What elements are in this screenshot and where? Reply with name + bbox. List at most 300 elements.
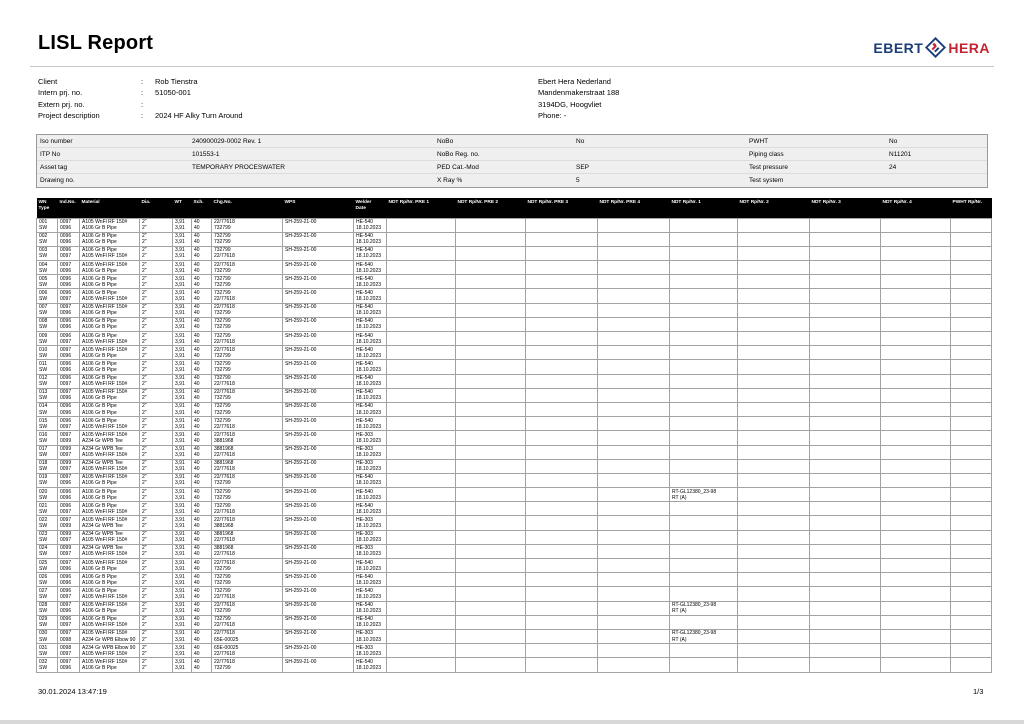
cell-line: 22/77618 [214, 219, 235, 225]
cell-pre4 [598, 275, 670, 289]
cell-pwht [951, 332, 992, 346]
cell-line [600, 367, 667, 373]
cell-ndt4 [881, 431, 951, 445]
cell-pre4 [598, 346, 670, 360]
cell-ind [58, 261, 80, 275]
cell-line: 0096 [60, 608, 72, 615]
cell-line [528, 438, 595, 444]
cell-ndt3 [810, 473, 881, 487]
cell-line: HE-540 [356, 275, 373, 282]
cell-chg [212, 615, 283, 629]
cell-line: HE-303 [356, 644, 373, 651]
cell-chg [212, 587, 283, 601]
cell-ndt2 [738, 246, 810, 260]
cell-line: HE-303 [356, 460, 373, 467]
cell-pre4 [598, 445, 670, 459]
cell-line: 732799 [214, 310, 231, 317]
cell-wps [283, 417, 354, 431]
cell-line: A105 WnFl RF 150# [82, 381, 128, 388]
cell-ind [58, 530, 80, 544]
cell-line [389, 637, 453, 643]
cell-line: 3,91 [175, 466, 185, 473]
cell-pre2 [456, 559, 526, 573]
cell-chg [212, 402, 283, 416]
cell-line [389, 466, 453, 472]
address-line: 3194DG, Hoogvliet [538, 99, 602, 109]
cell-sch [192, 658, 212, 672]
cell-pwht [951, 431, 992, 445]
cell-ndt1 [670, 246, 738, 260]
cell-line [672, 452, 735, 458]
cell-line: SW [39, 551, 48, 558]
cell-wt [173, 530, 192, 544]
cell-line: 2" [142, 523, 147, 530]
table-row [37, 275, 992, 289]
cell-line [812, 282, 878, 288]
cell-line [528, 296, 595, 302]
cell-material [80, 516, 140, 530]
cell-line: A106 Gr B Pipe [82, 616, 117, 623]
cell-dia [140, 232, 173, 246]
cell-chg [212, 431, 283, 445]
cell-line [285, 353, 351, 359]
info-row [37, 174, 987, 187]
cell-ind [58, 317, 80, 331]
cell-line: SH-259-21-00 [285, 460, 317, 467]
cell-line [285, 466, 351, 472]
cell-line [458, 239, 523, 245]
cell-ndt1 [670, 402, 738, 416]
cell-line: 40 [194, 296, 200, 303]
cell-pre2 [456, 402, 526, 416]
cell-line: 732799 [214, 403, 231, 410]
cell-sch [192, 459, 212, 473]
cell-ndt1 [670, 445, 738, 459]
table-row [37, 431, 992, 445]
cell-line: 0097 [60, 452, 72, 459]
cell-line: 0096 [60, 332, 72, 339]
cell-line: 732799 [214, 239, 231, 246]
cell-line [285, 452, 351, 458]
cell-dia [140, 431, 173, 445]
cell-welder [354, 459, 387, 473]
cell-line [740, 310, 807, 316]
cell-dia [140, 601, 173, 615]
cell-line: A106 Gr B Pipe [82, 289, 117, 296]
cell-line [600, 608, 667, 614]
cell-pre2 [456, 516, 526, 530]
cell-line [389, 296, 453, 302]
cell-line [812, 466, 878, 472]
cell-line: 732799 [214, 616, 231, 623]
cell-chg [212, 360, 283, 374]
cell-line: 0097 [60, 630, 72, 637]
cell-wt [173, 559, 192, 573]
cell-line [672, 339, 735, 345]
cell-line [389, 495, 453, 501]
cell-line: 0096 [60, 417, 72, 424]
cell-wn [37, 459, 58, 473]
cell-line: A106 Gr B Pipe [82, 573, 117, 580]
cell-line [528, 480, 595, 486]
company-address-block [538, 76, 619, 121]
cell-line: 0097 [60, 559, 72, 566]
cell-line: HE-540 [356, 289, 373, 296]
cell-ndt3 [810, 261, 881, 275]
cell-wps [283, 388, 354, 402]
cell-sch [192, 232, 212, 246]
cell-line [285, 651, 351, 657]
cell-line: 008 [39, 318, 48, 325]
cell-line: RT-GL12380_23-98 [672, 602, 717, 609]
cell-line: A106 Gr B Pipe [82, 502, 117, 509]
cell-ind [58, 289, 80, 303]
cell-line: 40 [194, 219, 200, 225]
cell-line [285, 509, 351, 515]
cell-line: 2" [142, 579, 147, 586]
cell-line: 2" [142, 289, 147, 296]
cell-ndt3 [810, 388, 881, 402]
cell-line: 2" [142, 304, 147, 311]
cell-ndt4 [881, 275, 951, 289]
info-label: Test system [749, 177, 784, 184]
cell-line: 40 [194, 275, 200, 282]
cell-wps [283, 246, 354, 260]
cell-material [80, 629, 140, 643]
cell-line: 2" [142, 395, 147, 402]
info-value: 101553-1 [192, 150, 220, 158]
cell-line: 732799 [214, 275, 231, 282]
client-row [38, 76, 243, 87]
cell-sch [192, 360, 212, 374]
cell-line: 2" [142, 644, 147, 651]
cell-line [389, 523, 453, 529]
cell-line: 0097 [60, 381, 72, 388]
cell-line [953, 551, 989, 557]
cell-ind [58, 417, 80, 431]
cell-sch [192, 218, 212, 232]
cell-sch [192, 502, 212, 516]
cell-wt [173, 445, 192, 459]
cell-welder [354, 544, 387, 558]
cell-line: SH-259-21-00 [285, 219, 317, 225]
cell-line: 0096 [60, 233, 72, 240]
cell-line [812, 594, 878, 600]
cell-wn [37, 261, 58, 275]
cell-line [883, 466, 948, 472]
cell-line: 017 [39, 446, 48, 452]
cell-ndt3 [810, 459, 881, 473]
cell-ndt2 [738, 275, 810, 289]
cell-ind [58, 431, 80, 445]
cell-ind [58, 232, 80, 246]
cell-pre1 [387, 559, 456, 573]
cell-line: 3881968 [214, 523, 234, 530]
cell-line [600, 665, 667, 671]
cell-pre1 [387, 374, 456, 388]
cell-line: A105 WnFl RF 150# [82, 389, 128, 396]
cell-line: HE-540 [356, 219, 373, 225]
cell-line [740, 324, 807, 330]
cell-line: 18.10.2023 [356, 253, 382, 260]
cell-line: 0096 [60, 395, 72, 402]
cell-line: 18.10.2023 [356, 395, 382, 402]
cell-line: 22/77618 [214, 423, 235, 430]
cell-line: SH-259-21-00 [285, 275, 317, 282]
cell-line: 3,91 [175, 352, 185, 359]
cell-line: 732799 [214, 324, 231, 331]
cell-line: 732799 [214, 332, 231, 339]
cell-line: 40 [194, 480, 200, 487]
cell-line [883, 324, 948, 330]
cell-pre3 [526, 629, 598, 643]
cell-line: 2" [142, 664, 147, 671]
cell-line [389, 253, 453, 259]
cell-ndt3 [810, 232, 881, 246]
cell-line: 18.10.2023 [356, 239, 382, 246]
cell-line [953, 268, 989, 274]
cell-line [600, 424, 667, 430]
cell-line [600, 566, 667, 572]
cell-chg [212, 388, 283, 402]
cell-line: 3,91 [175, 375, 185, 382]
cell-line [740, 466, 807, 472]
cell-line: 2" [142, 466, 147, 473]
cell-ndt1 [670, 232, 738, 246]
cell-line [953, 353, 989, 359]
cell-line: 40 [194, 253, 200, 260]
cell-ndt4 [881, 232, 951, 246]
cell-line [812, 651, 878, 657]
cell-line: 009 [39, 332, 48, 339]
cell-material [80, 289, 140, 303]
cell-line [600, 381, 667, 387]
cell-line: 3,91 [175, 474, 185, 481]
cell-pre2 [456, 629, 526, 643]
cell-line: 0096 [60, 239, 72, 246]
client-value: Rob Tienstra [155, 77, 198, 86]
cell-line: A106 Gr B Pipe [82, 579, 117, 586]
cell-line [285, 495, 351, 501]
cell-line: 0096 [60, 289, 72, 296]
cell-ndt3 [810, 303, 881, 317]
cell-line: 3,91 [175, 332, 185, 339]
cell-line: 22/77618 [214, 338, 235, 345]
cell-ndt4 [881, 473, 951, 487]
cell-line: SH-259-21-00 [285, 346, 317, 353]
cell-line: A106 Gr B Pipe [82, 366, 117, 373]
table-row [37, 559, 992, 573]
cell-line [953, 339, 989, 345]
cell-line [672, 480, 735, 486]
cell-line [812, 622, 878, 628]
cell-pwht [951, 601, 992, 615]
cell-line: 40 [194, 225, 200, 232]
cell-line: 22/77618 [214, 253, 235, 260]
cell-line: 0098 [60, 636, 72, 643]
cell-line: A234 Gr WPB Tee [82, 446, 123, 452]
page-bottom-edge [0, 720, 1024, 724]
column-header-wt: WT [173, 198, 192, 218]
cell-dia [140, 488, 173, 502]
cell-line: 2" [142, 281, 147, 288]
cell-wt [173, 459, 192, 473]
cell-wt [173, 246, 192, 260]
address-line: Mandenmakerstraat 188 [538, 88, 620, 98]
cell-material [80, 275, 140, 289]
cell-ndt3 [810, 658, 881, 672]
cell-line: 40 [194, 346, 200, 353]
cell-wps [283, 431, 354, 445]
cell-line [458, 438, 523, 444]
cell-line [389, 282, 453, 288]
cell-line [953, 665, 989, 671]
cell-line: A106 Gr B Pipe [82, 310, 117, 317]
cell-ndt2 [738, 488, 810, 502]
cell-line [285, 282, 351, 288]
table-row [37, 360, 992, 374]
cell-dia [140, 417, 173, 431]
cell-welder [354, 303, 387, 317]
cell-line: 2" [142, 616, 147, 623]
cell-line [883, 225, 948, 231]
cell-line: 3,91 [175, 573, 185, 580]
cell-line: 023 [39, 531, 48, 538]
cell-line: 2" [142, 573, 147, 580]
cell-wn [37, 218, 58, 232]
cell-line: 3,91 [175, 366, 185, 373]
cell-line [285, 665, 351, 671]
cell-line: 2" [142, 480, 147, 487]
cell-ind [58, 402, 80, 416]
cell-wt [173, 629, 192, 643]
info-value: 5 [576, 177, 580, 184]
cell-line: 3,91 [175, 225, 185, 232]
cell-material [80, 246, 140, 260]
cell-line [600, 353, 667, 359]
page-title: LISL Report [38, 32, 154, 54]
cell-pre4 [598, 587, 670, 601]
cell-line: 2" [142, 474, 147, 481]
cell-line: 2" [142, 261, 147, 268]
cell-line [458, 410, 523, 416]
cell-line: 40 [194, 247, 200, 254]
cell-line [285, 296, 351, 302]
cell-line: 010 [39, 346, 48, 353]
cell-line [285, 367, 351, 373]
cell-line: 40 [194, 261, 200, 268]
cell-pre3 [526, 530, 598, 544]
cell-line [672, 622, 735, 628]
cell-pre4 [598, 360, 670, 374]
cell-line [458, 339, 523, 345]
cell-line [528, 651, 595, 657]
cell-line: 732799 [214, 247, 231, 254]
info-label: Piping class [749, 150, 784, 158]
cell-line [953, 424, 989, 430]
cell-line [812, 353, 878, 359]
cell-sch [192, 374, 212, 388]
cell-line: SW [39, 225, 48, 232]
cell-pre1 [387, 246, 456, 260]
cell-chg [212, 658, 283, 672]
cell-line: A234 Gr WPB Elbow 90 [82, 644, 136, 651]
cell-line [953, 225, 989, 231]
cell-pre3 [526, 332, 598, 346]
cell-pre2 [456, 601, 526, 615]
cell-line [458, 452, 523, 458]
cell-line: 0097 [60, 537, 72, 544]
cell-wt [173, 601, 192, 615]
cell-sch [192, 289, 212, 303]
cell-line [600, 495, 667, 501]
cell-line: 3881968 [214, 437, 234, 444]
info-row [37, 135, 987, 148]
cell-pre4 [598, 516, 670, 530]
cell-welder [354, 289, 387, 303]
cell-line [458, 225, 523, 231]
client-row [38, 99, 243, 110]
column-header-ndt1: NDT Rp/Nr. 1 [670, 198, 738, 218]
cell-line: 0096 [60, 502, 72, 509]
cell-ndt2 [738, 459, 810, 473]
cell-pre4 [598, 601, 670, 615]
cell-welder [354, 218, 387, 232]
cell-line: 3,91 [175, 233, 185, 240]
cell-line: A105 WnFl RF 150# [82, 452, 128, 459]
cell-line: A105 WnFl RF 150# [82, 296, 128, 303]
cell-ndt4 [881, 360, 951, 374]
cell-wt [173, 346, 192, 360]
cell-line: SW [39, 622, 48, 629]
cell-wn [37, 615, 58, 629]
cell-line: HE-540 [356, 658, 373, 665]
cell-line [458, 580, 523, 586]
cell-sch [192, 417, 212, 431]
cell-pre3 [526, 601, 598, 615]
cell-line: 732799 [214, 225, 231, 232]
cell-ind [58, 644, 80, 658]
cell-line [389, 438, 453, 444]
cell-line [528, 551, 595, 557]
cell-material [80, 573, 140, 587]
cell-line [953, 310, 989, 316]
cell-line: 22/77618 [214, 516, 235, 523]
cell-line: 0096 [60, 579, 72, 586]
cell-line: 0097 [60, 551, 72, 558]
cell-line [812, 566, 878, 572]
cell-line: 40 [194, 423, 200, 430]
cell-pre1 [387, 232, 456, 246]
cell-line: 40 [194, 352, 200, 359]
cell-line: 2" [142, 452, 147, 459]
cell-welder [354, 658, 387, 672]
cell-line: 016 [39, 431, 48, 438]
cell-ndt4 [881, 587, 951, 601]
cell-ndt2 [738, 601, 810, 615]
cell-line: SW [39, 239, 48, 246]
cell-welder [354, 488, 387, 502]
cell-line: SH-259-21-00 [285, 587, 317, 594]
cell-line [600, 395, 667, 401]
cell-chg [212, 516, 283, 530]
cell-ndt3 [810, 573, 881, 587]
cell-line: SH-259-21-00 [285, 318, 317, 325]
cell-line: SW [39, 579, 48, 586]
cell-pre2 [456, 417, 526, 431]
cell-line [740, 395, 807, 401]
cell-line: 021 [39, 502, 48, 509]
